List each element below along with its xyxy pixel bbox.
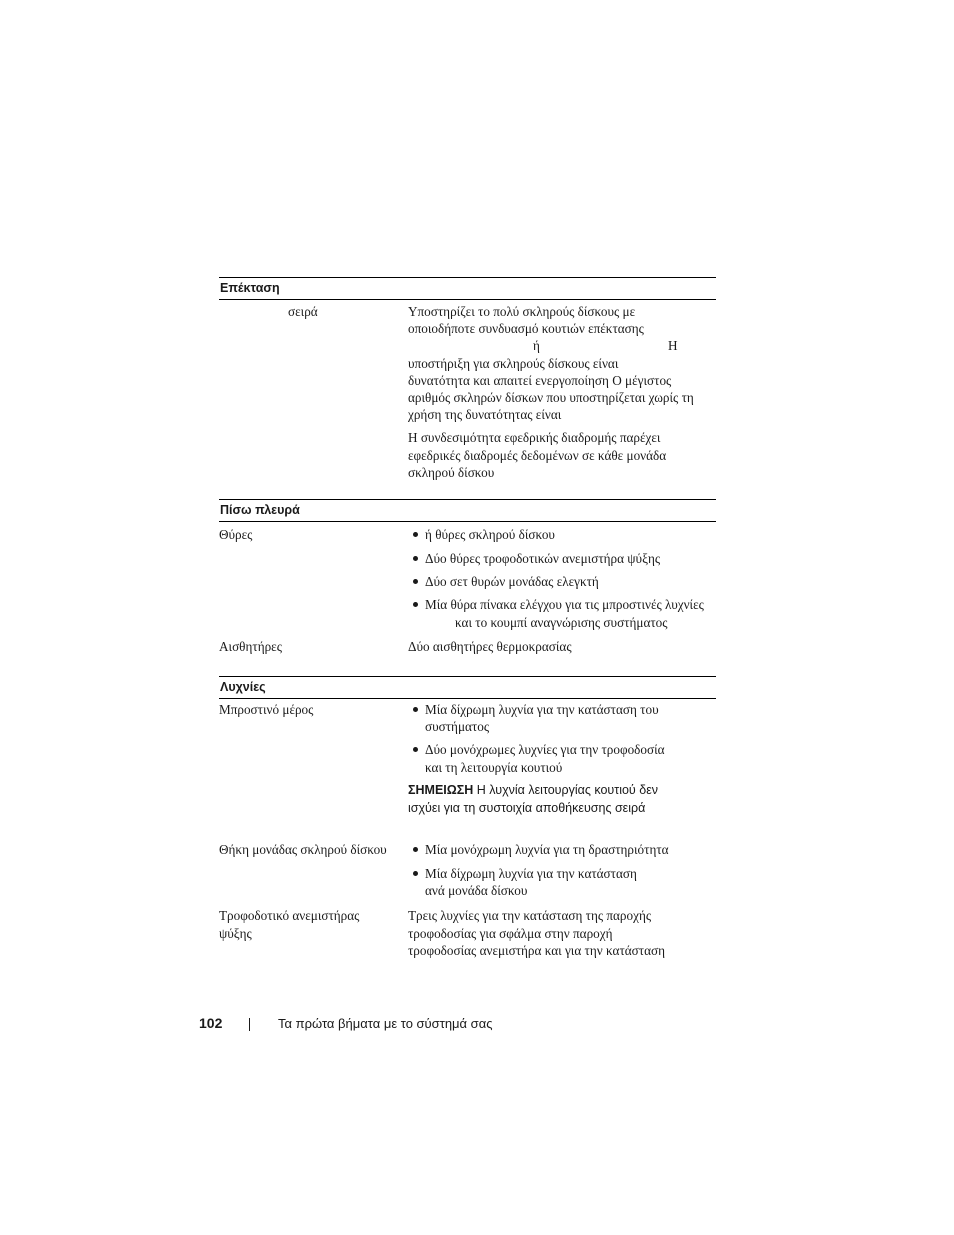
row-label-psu-fan: Τροφοδοτικό ανεμιστήρας bbox=[219, 908, 360, 923]
psu-fan-desc-line: τροφοδοσίας ανεμιστήρα και για την κατάσταση bbox=[408, 943, 665, 958]
list-item: Μία δίχρωμη λυχνία για την κατάσταση bbox=[425, 866, 637, 881]
row-label-front: Μπροστινό μέρος bbox=[219, 702, 314, 717]
note bbox=[408, 782, 658, 799]
list-item-continuation: ανά μονάδα δίσκου bbox=[425, 883, 528, 898]
expansion-desc2-line: εφεδρικές διαδρομές δεδομένων σε κάθε μονάδα bbox=[408, 448, 667, 463]
psu-fan-desc-line: Τρεις λυχνίες για την κατάσταση της παροχής bbox=[408, 908, 652, 923]
list-item: Δύο μονόχρωμες λυχνίες για την τροφοδοσία bbox=[425, 742, 665, 757]
row-label-drive-bay: Θήκη μονάδας σκληρού δίσκου bbox=[219, 842, 387, 857]
psu-fan-desc-line: τροφοδοσίας για σφάλμα στην παροχή bbox=[408, 926, 613, 941]
bullet-icon bbox=[413, 847, 418, 852]
row-label-ports: Θύρες bbox=[219, 527, 253, 542]
list-item: Δύο σετ θυρών μονάδας ελεγκτή bbox=[425, 574, 599, 589]
bullet-icon bbox=[413, 747, 418, 752]
page-number: 102 bbox=[199, 1015, 223, 1031]
list-item-continuation: και τη λειτουργία κουτιού bbox=[425, 760, 563, 775]
bullet-icon bbox=[413, 707, 418, 712]
list-item: Μία δίχρωμη λυχνία για την κατάσταση του bbox=[425, 702, 659, 717]
note-label: ΣΗΜΕΙΩΣΗ bbox=[408, 783, 474, 797]
footer-title: Τα πρώτα βήματα με το σύστημά σας bbox=[278, 1016, 493, 1031]
list-item: Μία θύρα πίνακα ελέγχου για τις μπροστινές λυχνίες bbox=[425, 597, 704, 612]
list-item-continuation: και το κουμπί αναγνώρισης συστήματος bbox=[455, 615, 668, 630]
expansion-desc-line: ή bbox=[533, 338, 540, 353]
list-item: Μία μονόχρωμη λυχνία για τη δραστηριότητα bbox=[425, 842, 669, 857]
note-text: ισχύει για τη συστοιχία αποθήκευσης σειρά bbox=[408, 801, 646, 815]
expansion-desc2-line: Η συνδεσιμότητα εφεδρικής διαδρομής παρέχει bbox=[408, 430, 661, 445]
section-heading-expansion: Επέκταση bbox=[219, 277, 716, 300]
expansion-desc-line: Υποστηρίζει το πολύ σκληρούς δίσκους με bbox=[408, 304, 636, 319]
expansion-desc-line: δυνατότητα και απαιτεί ενεργοποίηση Ο μέγιστος bbox=[408, 373, 672, 388]
bullet-icon bbox=[413, 579, 418, 584]
list-item: ή θύρες σκληρού δίσκου bbox=[425, 527, 555, 542]
footer-divider bbox=[249, 1018, 250, 1031]
bullet-icon bbox=[413, 556, 418, 561]
list-item: Δύο θύρες τροφοδοτικών ανεμιστήρα ψύξης bbox=[425, 551, 661, 566]
sensors-value: Δύο αισθητήρες θερμοκρασίας bbox=[408, 639, 572, 654]
expansion-desc-line: Η bbox=[668, 338, 678, 353]
bullet-icon bbox=[413, 602, 418, 607]
expansion-desc-line: υποστήριξη για σκληρούς δίσκους είναι bbox=[408, 356, 619, 371]
expansion-desc-line: οποιοδήποτε συνδυασμό κουτιών επέκτασης bbox=[408, 321, 644, 336]
expansion-desc-line: χρήση της δυνατότητας είναι bbox=[408, 407, 562, 422]
bullet-icon bbox=[413, 871, 418, 876]
section-heading-leds: Λυχνίες bbox=[219, 676, 716, 699]
section-heading-back: Πίσω πλευρά bbox=[219, 499, 716, 522]
list-item-continuation: συστήματος bbox=[425, 719, 490, 734]
row-label-series: σειρά bbox=[288, 304, 318, 319]
bullet-icon bbox=[413, 532, 418, 537]
expansion-desc2-line: σκληρού δίσκου bbox=[408, 465, 495, 480]
row-label-sensors: Αισθητήρες bbox=[219, 639, 282, 654]
note-text: Η λυχνία λειτουργίας κουτιού δεν bbox=[473, 783, 659, 797]
expansion-desc-line: αριθμός σκληρών δίσκων που υποστηρίζεται χωρίς τη bbox=[408, 390, 694, 405]
row-label-psu-fan: ψύξης bbox=[219, 926, 252, 941]
